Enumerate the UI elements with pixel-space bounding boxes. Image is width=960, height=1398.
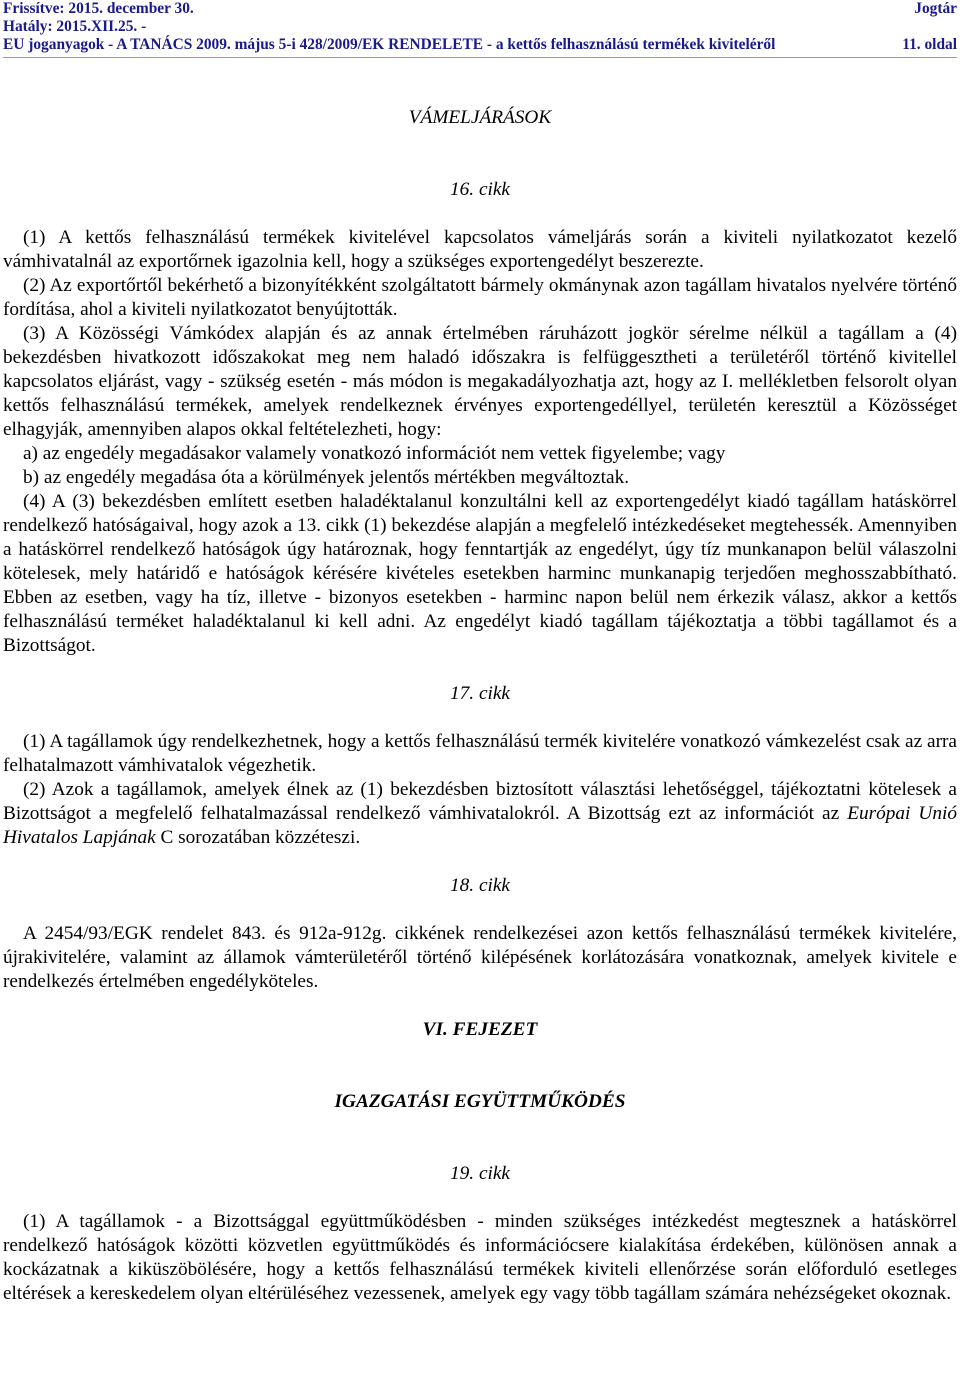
article-16-para-2: (2) Az exportőrtől bekérhető a bizonyítékként szolgáltatott bármely okmánynak azon tagállam hivatalos nyelvére történő fordítása, ahol a kiviteli nyilatkozatot benyújtották. bbox=[3, 275, 957, 320]
article-17-para-2-start: (2) Azok a tagállamok, amelyek élnek az (1) bekezdésben biztosított választási lehetőséggel, tájékoztatni kötelesek a Bizottságot a megfelelő felhatalmazással rendelkező vámhivatalokról. A Bizottság ezt az információt az bbox=[3, 779, 957, 824]
article-19-title: 19. cikk bbox=[450, 1163, 510, 1184]
chapter-title: IGAZGATÁSI EGYÜTTMŰKÖDÉS bbox=[334, 1091, 626, 1112]
article-17-para-1: (1) A tagállamok úgy rendelkezhetnek, hogy a kettős felhasználású termék kivitelére vonatkozó vámkezelést csak az arra felhatalmazott vámhivatalok végezhetik. bbox=[3, 731, 957, 776]
article-17-title: 17. cikk bbox=[450, 683, 510, 704]
section-title: VÁMELJÁRÁSOK bbox=[408, 107, 552, 128]
article-18-title: 18. cikk bbox=[450, 875, 510, 896]
official-journal-name: Európai Unió Hivatalos Lapjának bbox=[3, 803, 957, 848]
article-16-title: 16. cikk bbox=[450, 179, 510, 200]
page-number: 11. oldal bbox=[902, 36, 957, 53]
article-16-item-b: b) az engedély megadása óta a körülmények jelentős mértékben megváltoztak. bbox=[23, 467, 630, 488]
article-16-item-a: a) az engedély megadásakor valamely vonatkozó információt nem vettek figyelembe; vagy bbox=[23, 443, 726, 464]
article-16-para-4: (4) A (3) bekezdésben említett esetben haladéktalanul konzultálni kell az exportengedélyt kiadó tagállam hatáskörrel rendelkező hatóságaival, hogy azok a 13. cikk (1) bekezdése alapján a megfelelő intézkedéseket megtehessék. Amennyiben a hatáskörrel rendelkező hatóságok úgy határoznak, hogy fenntartják az engedélyt, úgy tíz munkanapon belül válaszolni kötelesek, mely határidő e hatóságok kérésére kivételes esetekben harminc munkanapig terjedően meghosszabbítható. Ebben az esetben, vagy ha tíz, illetve - bizonyos esetekben - harminc napon belül nem érkezik válasz, akkor a kettős felhasználású terméket haladéktalanul ki kell adni. Az engedélyt kiadó tagállam tájékoztatja a többi tagállamot és a Bizottságot. bbox=[3, 491, 957, 656]
article-18-para-1: A 2454/93/EGK rendelet 843. és 912a-912g. cikkének rendelkezései azon kettős felhasználású termékek kivitelére, újrakivitelére, valamint az államok vámterületéről történő kilépésének korlátozására vonatkoznak, amelyek kivitele e rendelkezés értelmében engedélyköteles. bbox=[3, 923, 957, 992]
document-header bbox=[3, 0, 957, 54]
effective-date: Hatály: 2015.XII.25. - bbox=[3, 18, 147, 35]
article-16-para-3: (3) A Közösségi Vámkódex alapján és az annak értelmében ráruházott jogkör sérelme nélkül a tagállam a (4) bekezdésben hivatkozott időszakokat meg nem haladó időszakra is felfüggesztheti a területéről történő kivitellel kapcsolatos eljárást, vagy - szükség esetén - más módon is megakadályozhatja azt, hogy az I. mellékletben felsorolt olyan kettős felhasználású termékek, amelyek rendelkeznek érvényes exportengedéllyel, területén keresztül a Közösséget elhagyják, amennyiben alapos okkal feltételezheti, hogy: bbox=[3, 323, 957, 440]
header-row-2 bbox=[3, 18, 957, 36]
header-row-1 bbox=[3, 0, 957, 18]
updated-date: Frissítve: 2015. december 30. bbox=[3, 0, 194, 17]
chapter-number: VI. FEJEZET bbox=[422, 1019, 538, 1040]
article-16-para-1: (1) A kettős felhasználású termékek kivitelével kapcsolatos vámeljárás során a kiviteli nyilatkozatot kezelő vámhivatalnál az exportőrnek igazolnia kell, hogy a szükséges exportengedélyt beszerezte. bbox=[3, 227, 957, 272]
header-row-3 bbox=[3, 36, 957, 54]
article-19-para-1: (1) A tagállamok - a Bizottsággal együttműködésben - minden szükséges intézkedést megtesznek a hatáskörrel rendelkező hatóságok közötti közvetlen együttműködés és információcsere kialakítása érdekében, különösen annak a kockázatnak a kiküszöbölésére, hogy a kettős felhasználású termékek kiviteli ellenőrzése során előforduló esetleges eltérések a kereskedelem olyan eltérüléséhez vezessenek, amelyek egy vagy több tagállam számára nehézségeket okoznak. bbox=[3, 1211, 957, 1304]
brand-label: Jogtár bbox=[914, 0, 957, 17]
article-17-para-2 bbox=[3, 778, 957, 850]
header-divider bbox=[3, 57, 957, 58]
document-body bbox=[3, 106, 957, 1306]
document-title: EU joganyagok - A TANÁCS 2009. május 5-i 428/2009/EK RENDELETE - a kettős felhasználású termékek kiviteléről bbox=[3, 36, 776, 53]
article-17-para-2-end: C sorozatában közzéteszi. bbox=[155, 827, 361, 848]
